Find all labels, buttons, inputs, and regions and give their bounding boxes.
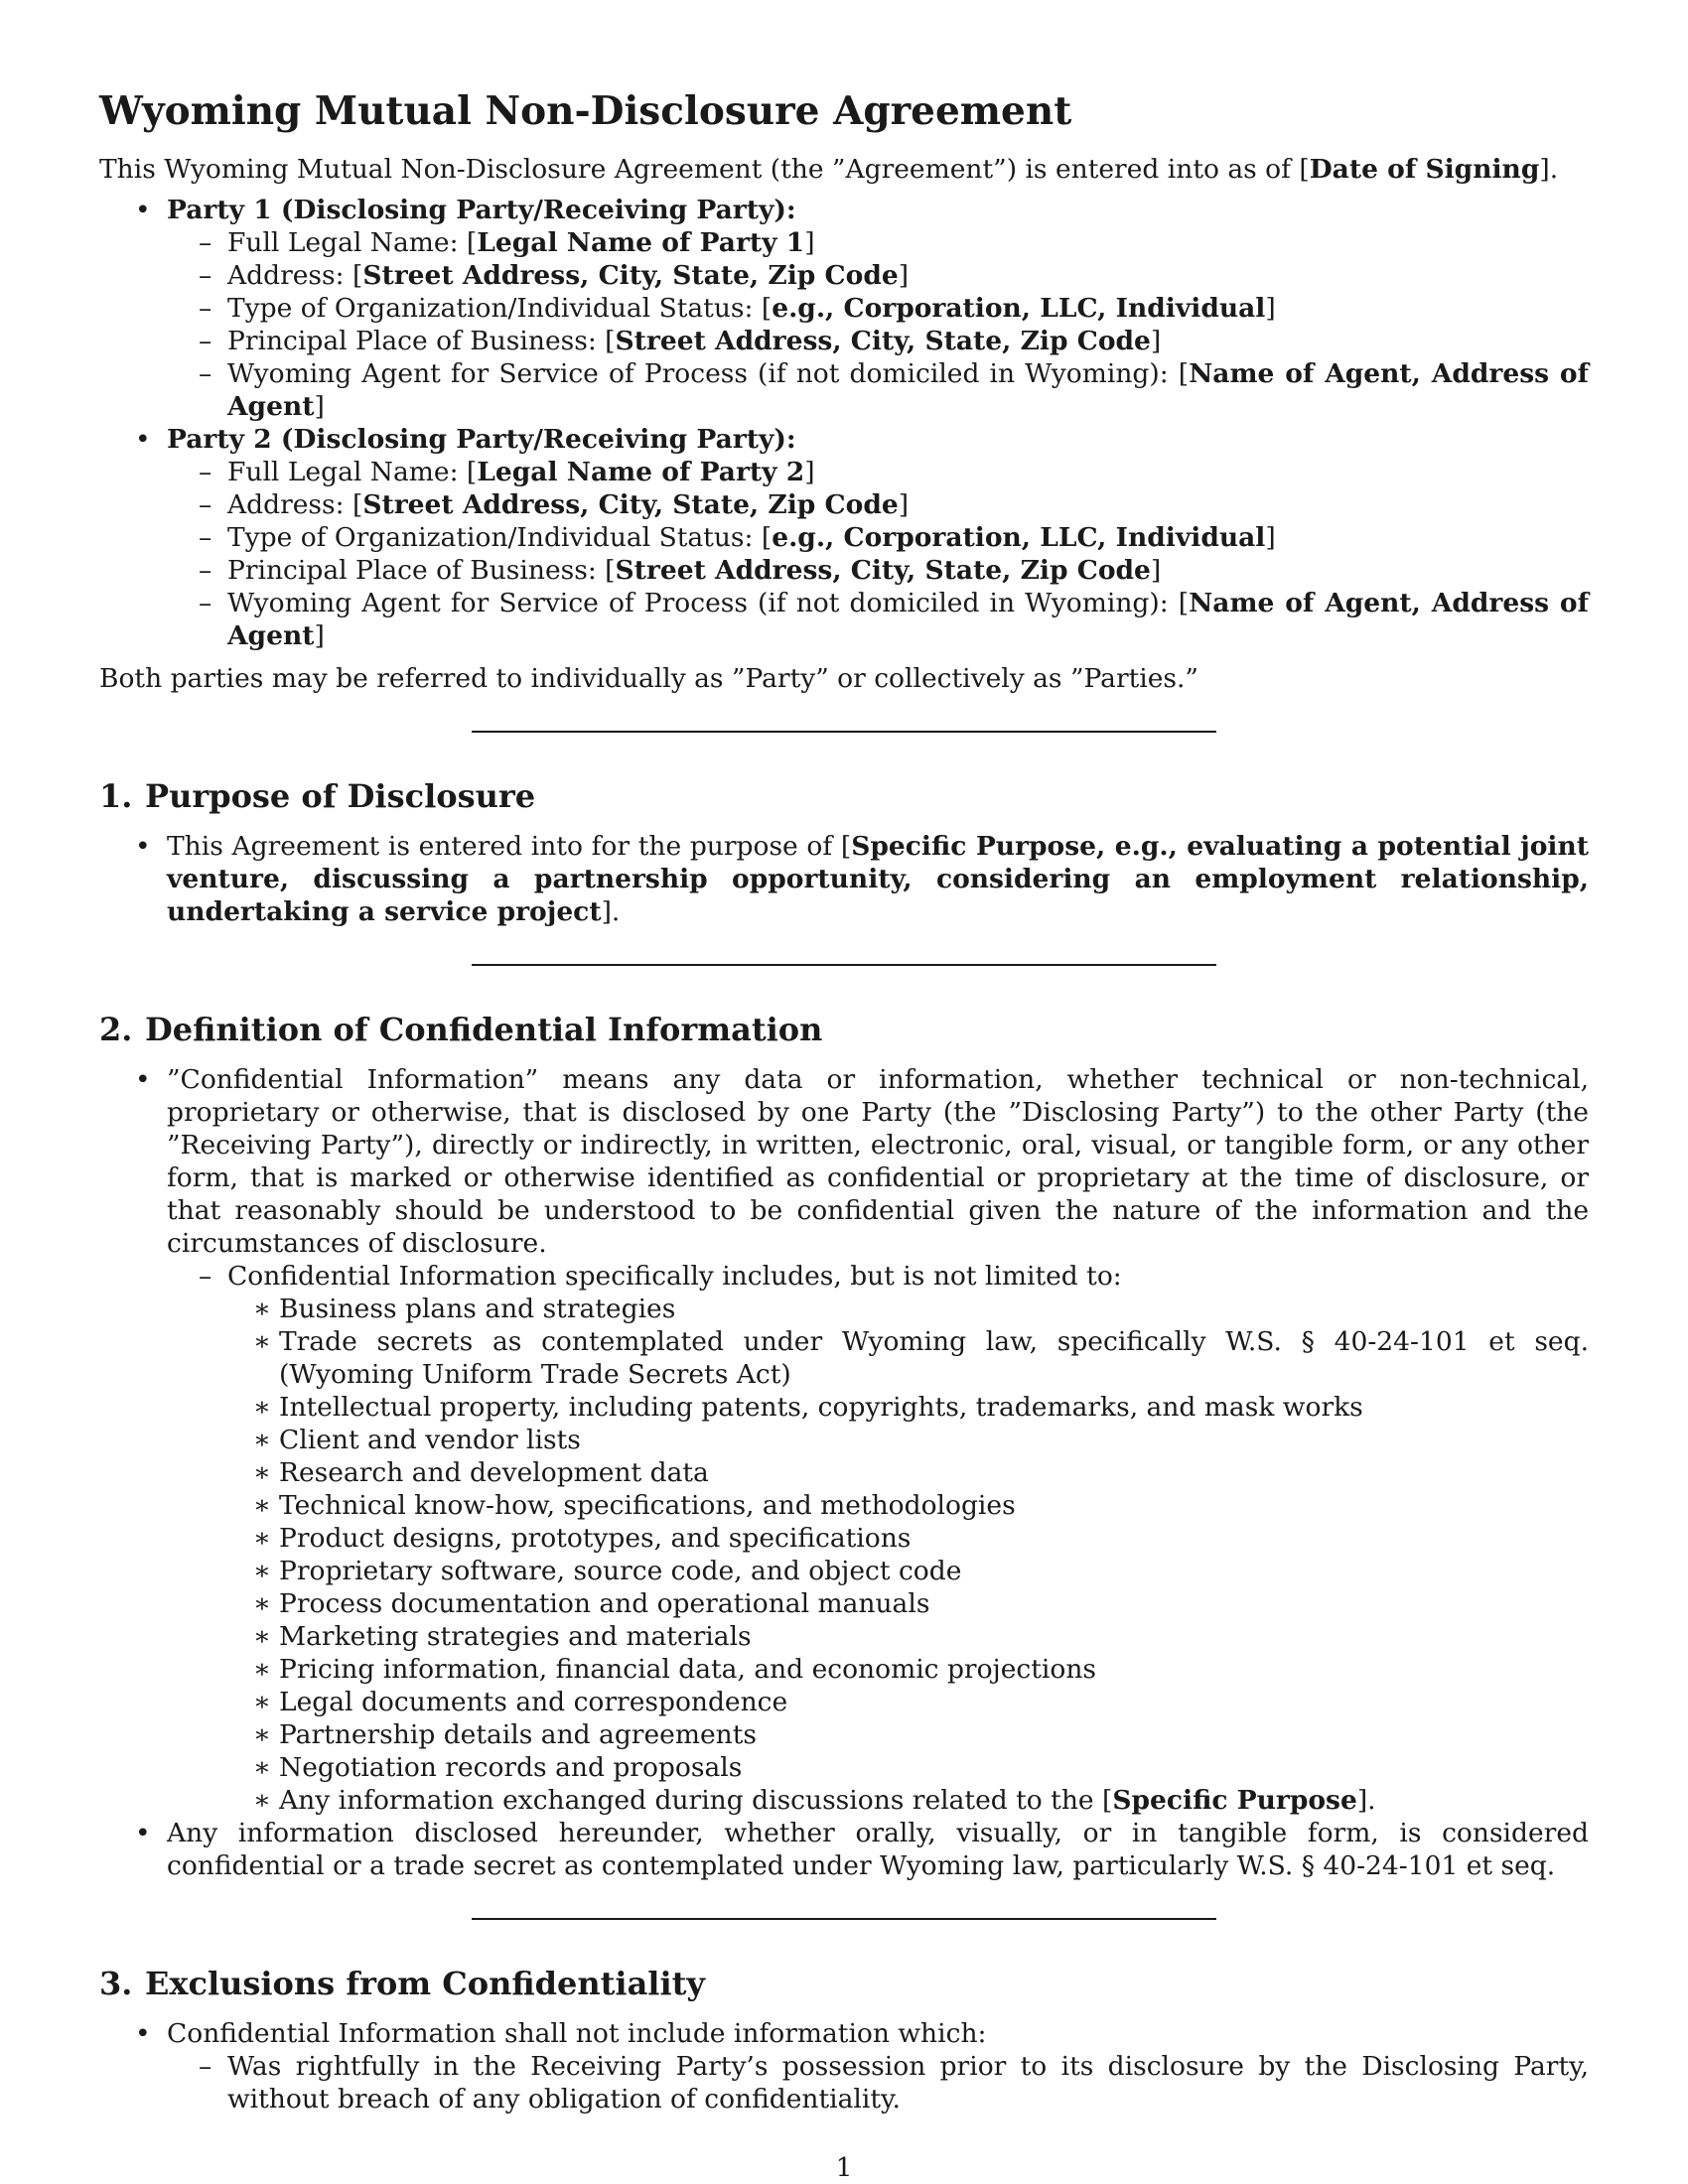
list-item: ∗ Technical know-how, specifications, and methodologies (227, 1489, 1589, 1522)
list-item: ∗ Intellectual property, including patents, copyrights, trademarks, and mask works (227, 1391, 1589, 1424)
section-1-list (99, 830, 1589, 928)
party-field: – Full Legal Name: [Legal Name of Party 2] (167, 456, 1589, 488)
party-fields (167, 456, 1589, 652)
date-placeholder: Date of Signing (1309, 154, 1540, 185)
list-item: ∗ Partnership details and agreements (227, 1718, 1589, 1751)
party-field: – Type of Organization/Individual Status: [e.g., Corporation, LLC, Individual] (167, 521, 1589, 554)
list-item: ∗ Research and development data (227, 1456, 1589, 1489)
party-field: – Wyoming Agent for Service of Process (if not domiciled in Wyoming): [Name of Agent, Address of Agent] (167, 357, 1589, 423)
includes-intro: – Confidential Information specifically includes, but is not limited to: ∗ Business plans and strategies ∗ Trade secrets as contemplated under Wyoming law, specifically W.S. § 40-24-101 et seq. (Wyoming Uniform Trade Secrets Act) ∗ Intellectual property, including patents, copyrights, trademarks, and mask works ∗ Client and vendor lists ∗ Research and development data ∗ Technical know-how, specifications, and methodologies ∗ Product designs, prototypes, and specifications ∗ Proprietary software, source code, and object code ∗ Process documentation and operational manuals ∗ Marketing strategies and materials ∗ Pricing information, financial data, and economic projections ∗ Legal documents and correspondence ∗ Partnership details and agreements ∗ Negotiation records and proposals ∗ Any information exchanged during discussions related to the [Specific Purpose]. (167, 1260, 1589, 1817)
section-divider (472, 731, 1216, 733)
list-item: ∗ Client and vendor lists (227, 1424, 1589, 1456)
list-item: ∗ Process documentation and operational manuals (227, 1587, 1589, 1620)
definition-item: • ”Confidential Information” means any data or information, whether technical or non-technical, proprietary or otherwise, that is disclosed by one Party (the ”Disclosing Party”) to the other Party (the ”Receiving Party”), directly or indirectly, in written, electronic, oral, visual, or tangible form, or any other form, that is marked or otherwise identified as confidential or proprietary at the time of disclosure, or that reasonably should be understood to be confidential given the nature of the information and the circumstances of disclosure. – Confidential Information specifically includes, but is not limited to: ∗ Business plans and strategies ∗ Trade secrets as contemplated under Wyoming law, specifically W.S. § 40-24-101 et seq. (Wyoming Uniform Trade Secrets Act) ∗ Intellectual property, including patents, copyrights, trademarks, and mask works ∗ Client and vendor lists ∗ Research and development data ∗ Technical know-how, specifications, and methodologies ∗ Product designs, prototypes, and specifications ∗ Proprietary software, source code, and object code ∗ Process documentation and operational manuals ∗ Marketing strategies and materials ∗ Pricing information, financial data, and economic projections ∗ Legal documents and correspondence ∗ Partnership details and agreements ∗ Negotiation records and proposals ∗ Any information exchanged during discussions related to the [Specific Purpose]. (99, 1063, 1589, 1817)
party-field: – Address: [Street Address, City, State, Zip Code] (167, 259, 1589, 292)
list-item: ∗ Product designs, prototypes, and specifications (227, 1522, 1589, 1555)
section-3-heading: 3. Exclusions from Confidentiality (99, 1965, 705, 2002)
list-item: ∗ Legal documents and correspondence (227, 1686, 1589, 1718)
parties-list (99, 194, 1589, 652)
party-field: – Principal Place of Business: [Street Address, City, State, Zip Code] (167, 325, 1589, 357)
list-item: ∗ Trade secrets as contemplated under Wyoming law, specifically W.S. § 40-24-101 et seq. (Wyoming Uniform Trade Secrets Act) (227, 1325, 1589, 1391)
list-item: ∗ Proprietary software, source code, and object code (227, 1555, 1589, 1587)
list-item: ∗ Any information exchanged during discussions related to the [Specific Purpose]. (227, 1784, 1589, 1817)
section-divider (472, 1918, 1216, 1920)
section-2-heading: 2. Definition of Confidential Information (99, 1011, 823, 1048)
document-body (99, 87, 1589, 2116)
section-divider (472, 964, 1216, 966)
party-heading: Party 1 (Disclosing Party/Receiving Party): (167, 195, 796, 225)
exclusions-list (167, 2050, 1589, 2116)
list-item: ∗ Business plans and strategies (227, 1293, 1589, 1325)
list-item: ∗ Negotiation records and proposals (227, 1751, 1589, 1784)
intro-paragraph: This Wyoming Mutual Non-Disclosure Agreement (the ”Agreement”) is entered into as of [Date of Signing]. (99, 154, 1559, 185)
party-field: – Full Legal Name: [Legal Name of Party 1] (167, 226, 1589, 259)
parties-note: Both parties may be referred to individually as ”Party” or collectively as ”Parties.” (99, 663, 1198, 694)
document-title: Wyoming Mutual Non-Disclosure Agreement (99, 88, 1072, 134)
party-field: – Wyoming Agent for Service of Process (if not domiciled in Wyoming): [Name of Agent, Address of Agent] (167, 587, 1589, 652)
includes-list (167, 1260, 1589, 1817)
party-fields (167, 226, 1589, 423)
exclusions-item: • Confidential Information shall not include information which: – Was rightfully in the Receiving Party’s possession prior to its disclosure by the Disclosing Party, without breach of any obligation of confidentiality. (99, 2017, 1589, 2116)
list-item: ∗ Pricing information, financial data, and economic projections (227, 1653, 1589, 1686)
section-3-list (99, 2017, 1589, 2116)
party-field: – Principal Place of Business: [Street Address, City, State, Zip Code] (167, 554, 1589, 587)
confidential-items (227, 1293, 1589, 1817)
purpose-placeholder: Specific Purpose, e.g., evaluating a potential joint venture, discussing a partnership opportunity, considering an employment relationship, undertaking a service project (167, 831, 1589, 927)
party-field: – Address: [Street Address, City, State, Zip Code] (167, 488, 1589, 521)
section-2-list (99, 1063, 1589, 1882)
list-item: – Was rightfully in the Receiving Party’s possession prior to its disclosure by the Disclosing Party, without breach of any obligation of confidentiality. (167, 2050, 1589, 2116)
party-field: – Type of Organization/Individual Status: [e.g., Corporation, LLC, Individual] (167, 292, 1589, 325)
purpose-item: • This Agreement is entered into for the purpose of [Specific Purpose, e.g., evaluating a potential joint venture, discussing a partnership opportunity, considering an employment relationship, undertaking a service project]. (99, 830, 1589, 928)
party-heading: Party 2 (Disclosing Party/Receiving Party): (167, 424, 796, 455)
closing-item: • Any information disclosed hereunder, whether orally, visually, or in tangible form, is considered confidential or a trade secret as contemplated under Wyoming law, particularly W.S. § 40-24-101 et seq. (99, 1817, 1589, 1882)
page-number: 1 (835, 2152, 853, 2183)
party-1 (99, 194, 1589, 423)
party-2 (99, 423, 1589, 652)
section-1-heading: 1. Purpose of Disclosure (99, 777, 536, 815)
list-item: ∗ Marketing strategies and materials (227, 1620, 1589, 1653)
